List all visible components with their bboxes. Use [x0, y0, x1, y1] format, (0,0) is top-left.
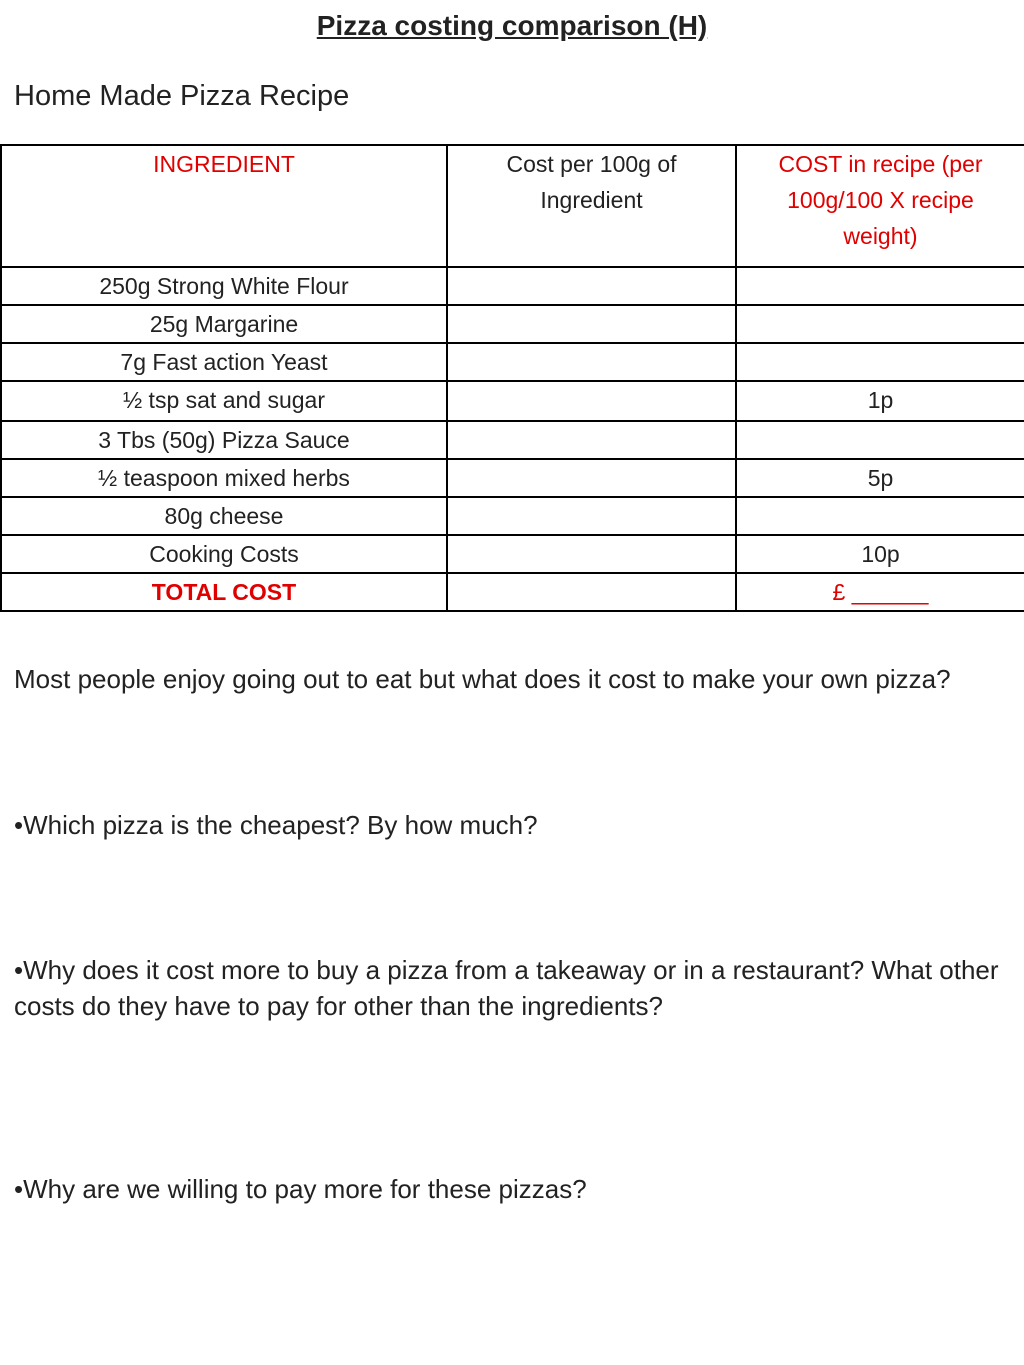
- table-row: [1, 305, 1024, 343]
- cost-in-recipe-cell: [736, 497, 1024, 535]
- ingredient-cell: Cooking Costs: [1, 535, 447, 573]
- cost-per-100g-cell: [447, 497, 736, 535]
- intro-text: Most people enjoy going out to eat but what does it cost to make your own pizza?: [14, 664, 951, 694]
- recipe-subtitle: Home Made Pizza Recipe: [14, 80, 350, 112]
- total-cost-value: £ ______: [736, 573, 1024, 611]
- ingredient-cell: ½ tsp sat and sugar: [1, 381, 447, 421]
- question-willing-to-pay: •Why are we willing to pay more for these pizzas?: [14, 1174, 587, 1204]
- ingredient-cell: 3 Tbs (50g) Pizza Sauce: [1, 421, 447, 459]
- question-cheapest: •Which pizza is the cheapest? By how much?: [14, 810, 538, 840]
- header-cost-per-100g: Cost per 100g of Ingredient: [447, 145, 736, 267]
- table-row: [1, 459, 1024, 497]
- cost-in-recipe-cell: 1p: [736, 381, 1024, 421]
- cost-in-recipe-cell: 5p: [736, 459, 1024, 497]
- ingredient-cell: 80g cheese: [1, 497, 447, 535]
- cost-per-100g-cell: [447, 305, 736, 343]
- table-row: [1, 381, 1024, 421]
- header-ingredient: INGREDIENT: [1, 145, 447, 267]
- ingredient-cell: 250g Strong White Flour: [1, 267, 447, 305]
- cost-per-100g-cell: [447, 535, 736, 573]
- table-row: [1, 267, 1024, 305]
- ingredient-cell: 7g Fast action Yeast: [1, 343, 447, 381]
- cost-in-recipe-cell: [736, 305, 1024, 343]
- cost-per-100g-cell: [447, 421, 736, 459]
- total-cost-per-100g-cell: [447, 573, 736, 611]
- cost-in-recipe-cell: [736, 421, 1024, 459]
- page-title: Pizza costing comparison (H): [316, 10, 708, 41]
- header-cost-in-recipe: COST in recipe (per 100g/100 X recipe weight): [736, 145, 1024, 267]
- table-row: [1, 421, 1024, 459]
- total-row: [1, 573, 1024, 611]
- total-cost-label: TOTAL COST: [1, 573, 447, 611]
- cost-in-recipe-cell: 10p: [736, 535, 1024, 573]
- cost-per-100g-cell: [447, 267, 736, 305]
- cost-in-recipe-cell: [736, 267, 1024, 305]
- cost-per-100g-cell: [447, 343, 736, 381]
- cost-per-100g-cell: [447, 381, 736, 421]
- table-row: [1, 497, 1024, 535]
- question-takeaway-costs: •Why does it cost more to buy a pizza from a takeaway or in a restaurant? What other costs do they have to pay for other than the ingredients?: [14, 955, 999, 1021]
- ingredient-cell: ½ teaspoon mixed herbs: [1, 459, 447, 497]
- table-row: [1, 535, 1024, 573]
- pizza-cost-table: [0, 144, 1024, 612]
- table-row: [1, 343, 1024, 381]
- cost-per-100g-cell: [447, 459, 736, 497]
- ingredient-cell: 25g Margarine: [1, 305, 447, 343]
- cost-in-recipe-cell: [736, 343, 1024, 381]
- table-header-row: [1, 145, 1024, 267]
